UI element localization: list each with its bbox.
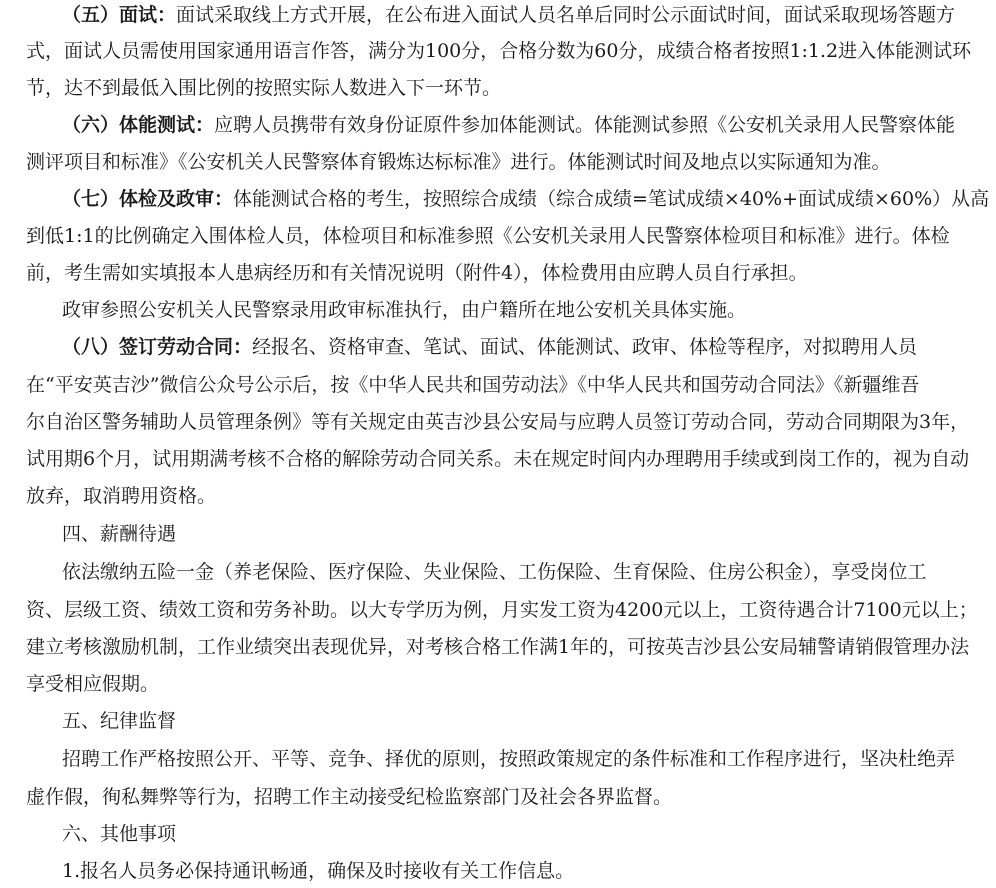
paragraph-fitness-line-2: 测评项目和标准》《公安机关人民警察体育锻炼达标标准》进行。体能测试时间及地点以实际通知为准。 — [26, 151, 891, 173]
section-heading-discipline: 五、纪律监督 — [62, 710, 177, 732]
paragraph-contract-line-3: 尔自治区警务辅助人员管理条例》等有关规定由英吉沙县公安局与应聘人员签订劳动合同，劳动合同期限为3年， — [26, 411, 970, 433]
paragraph-other-line-1: 1.报名人员务必保持通讯畅通，确保及时接收有关工作信息。 — [62, 860, 575, 882]
paragraph-contract-line-4: 试用期6个月，试用期满考核不合格的解除劳动合同关系。未在规定时间内办理聘用手续或到岗工作的，视为自动 — [26, 448, 970, 470]
paragraph-contract-line-5: 放弃，取消聘用资格。 — [26, 485, 217, 507]
paragraph-medical-line-2: 到低1:1的比例确定入围体检人员，体检项目和标准参照《公安机关录用人民警察体检项目和标准》进行。体检 — [26, 225, 950, 247]
paragraph-interview-line-1: （五）面试：面试采取线上方式开展，在公布进入面试人员名单后同时公示面试时间，面试采取现场答题方 — [62, 4, 956, 26]
section-heading-medical: （七）体检及政审： — [62, 188, 234, 210]
paragraph-interview-line-3: 节，达不到最低入围比例的按照实际人数进入下一环节。 — [26, 77, 502, 99]
paragraph-medical-line-1: （七）体检及政审：体能测试合格的考生，按照综合成绩（综合成绩=笔试成绩×40%+面试成绩×60%）从高 — [62, 188, 990, 210]
section-heading-other: 六、其他事项 — [62, 823, 177, 845]
paragraph-political-review: 政审参照公安机关人民警察录用政审标准执行，由户籍所在地公安机关具体实施。 — [62, 299, 747, 321]
paragraph-interview-line-2: 式，面试人员需使用国家通用语言作答，满分为100分，合格分数为60分，成绩合格者按照1:1.2进入体能测试环 — [26, 40, 972, 62]
paragraph-pay-line-4: 享受相应假期。 — [26, 673, 160, 695]
paragraph-pay-line-3: 建立考核激励机制，工作业绩突出表现优异，对考核合格工作满1年的，可按英吉沙县公安局辅警请销假管理办法 — [26, 636, 970, 658]
section-heading-contract: （八）签订劳动合同： — [62, 336, 253, 358]
paragraph-fitness-line-1: （六）体能测试：应聘人员携带有效身份证原件参加体能测试。体能测试参照《公安机关录用人民警察体能 — [62, 114, 956, 136]
paragraph-contract-line-1: （八）签订劳动合同：经报名、资格审查、笔试、面试、体能测试、政审、体检等程序，对拟聘用人员 — [62, 336, 918, 358]
section-heading-fitness: （六）体能测试： — [62, 114, 215, 136]
paragraph-discipline-line-1: 招聘工作严格按照公开、平等、竞争、择优的原则，按照政策规定的条件标准和工作程序进行，坚决杜绝弄 — [62, 748, 956, 770]
paragraph-pay-line-2: 资、层级工资、绩效工资和劳务补助。以大专学历为例，月实发工资为4200元以上，工资待遇合计7100元以上； — [26, 599, 978, 621]
paragraph-contract-line-2: 在“平安英吉沙”微信公众号公示后，按《中华人民共和国劳动法》《中华人民共和国劳动合同法》《新疆维吾 — [26, 374, 920, 396]
paragraph-discipline-line-2: 虚作假，徇私舞弊等行为，招聘工作主动接受纪检监察部门及社会各界监督。 — [26, 786, 673, 808]
section-heading-pay: 四、薪酬待遇 — [62, 523, 177, 545]
section-heading-interview: （五）面试： — [62, 4, 177, 26]
paragraph-pay-line-1: 依法缴纳五险一金（养老保险、医疗保险、失业保险、工伤保险、生育保险、住房公积金），享受岗位工 — [62, 561, 927, 583]
paragraph-medical-line-3: 前，考生需如实填报本人患病经历和有关情况说明（附件4），体检费用由应聘人员自行承担。 — [26, 262, 808, 284]
